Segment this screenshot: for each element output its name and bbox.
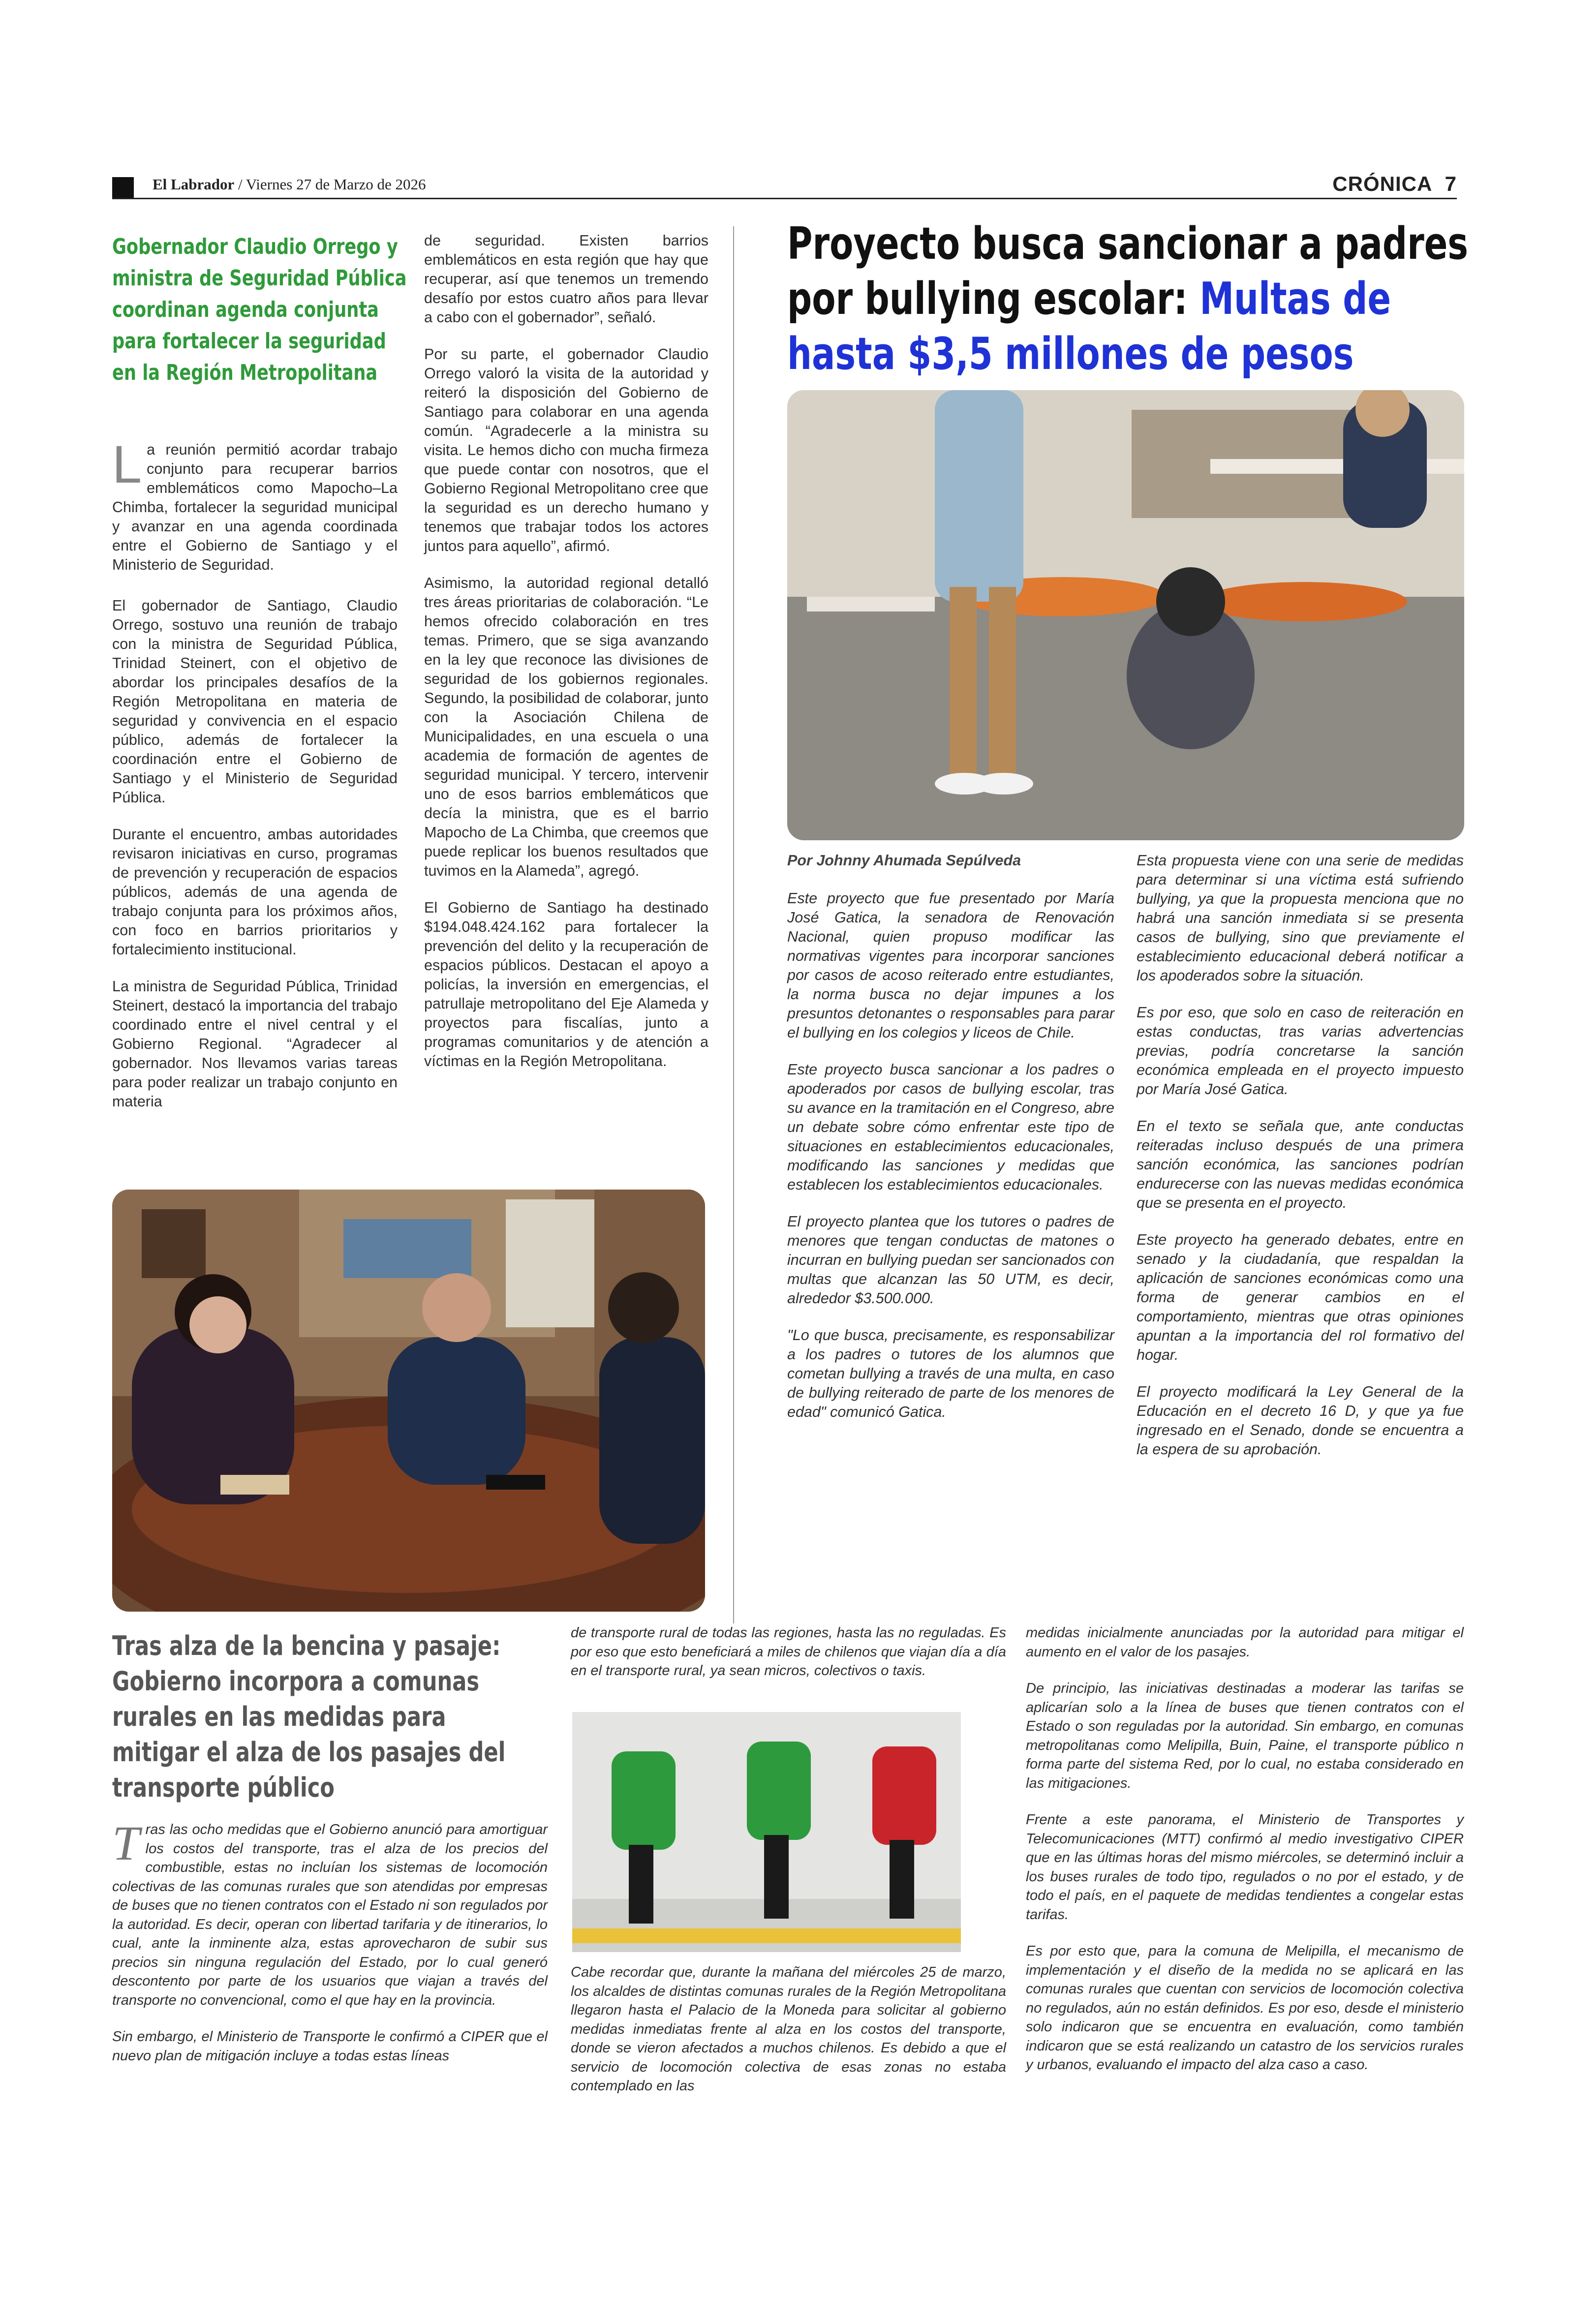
article1-headline-box [112, 231, 417, 428]
bullying-photo [787, 390, 1464, 840]
article2-paragraph: En el texto se señala que, ante conductas reiteradas incluso después de una primera sanción económica, las sanciones podrían endurecerse con las nuevas medidas económica que se presenta en el proyecto. [1137, 1118, 1464, 1211]
issue-date: / Viernes 27 de Marzo de 2026 [234, 176, 426, 193]
paper-name: El Labrador [153, 176, 235, 193]
article1-col2 [424, 231, 708, 1089]
article1-paragraph: Por su parte, el gobernador Claudio Orrego valoró la visita de la autoridad y reiteró la disposición del Gobierno de Santiago para colaborar en una agenda común. “Agradecerle a la ministra su visita. Le hemos dicho con mucha firmeza que puede contar con nosotros, que el Gobierno Regional Metropolitano cree que la seguridad es un derecho humano y tenemos que trabajar todos los actores juntos para aquello”, afirmó. [424, 346, 708, 554]
article1-paragraph: Durante el encuentro, ambas autoridades revisaron iniciativas en curso, programas de prevención y recuperación de espacios públicos, además de una agenda de trabajo conjunta para los próximos años, con foco en barrios prioritarios y fortalecimiento institucional. [112, 826, 398, 958]
classroom-illustration [787, 390, 1464, 840]
lead-text: a reunión permitió acordar trabajo conjunto para recuperar barrios emblemáticos como Mapocho–La Chimba, fortalecer la seguridad municipal y avanzar en una agenda coordinada entre el Gobierno de Santiago y el Ministerio de Seguridad. [112, 441, 398, 573]
page-number: 7 [1445, 172, 1457, 195]
article2-paragraph: Este proyecto que fue presentado por María José Gatica, la senadora de Renovación Nacional, quien propuso modificar las normativas vigentes para incorporar sanciones por casos de acoso reiterado entre estudiantes, la norma busca no dejar impunes a los presuntos detonantes o responsables para parar el bullying en los colegios y liceos de Chile. [787, 890, 1114, 1041]
article3-col3 [1026, 1623, 1464, 2092]
section-name: CRÓNICA [1332, 172, 1433, 195]
article2-col2 [1137, 851, 1464, 1477]
article2-paragraph: Este proyecto busca sancionar a los padres o apoderados por casos de bullying escolar, tras su avance en la tramitación en el Congreso, abre un debate sobre cómo enfrentar este tipo de situaciones en establecimientos educacionales, modificando las sanciones y medidas que establecen los establecimientos educacionales. [787, 1061, 1114, 1193]
masthead [153, 176, 426, 193]
dropcap: L [112, 434, 142, 494]
header-marker [112, 177, 134, 199]
article1-paragraph: Asimismo, la autoridad regional detalló tres áreas prioritarias de colaboración. “Le hemos ofrecido colaboración en tres temas. Primero, que se siga avanzando en la ley que reconoce las divisiones de seguridad de los gobiernos regionales. Segundo, la posibilidad de colaborar, junto con la Asociación Chilena de Municipalidades, en una escuela o una academia de formación de agentes de seguridad municipal. Y tercero, intervenir uno de esos barrios emblemáticos que decía la ministra, que es el barrio Mapocho de La Chimba, que creemos que puede replicar los buenos resultados que tuvimos en la Alameda”, agregó. [424, 575, 708, 879]
article3-col1 [112, 1816, 548, 2083]
article2-byline: Por Johnny Ahumada Sepúlveda [787, 852, 1021, 869]
article3-headline: Tras alza de la bencina y pasaje: Gobierno incorpora a comunas rurales en las medidas para mitigar el alza de los pasajes del transporte público [112, 1630, 506, 1803]
article1-paragraph: El gobernador de Santiago, Claudio Orrego, sostuvo una reunión de trabajo con la ministra de Seguridad Pública, Trinidad Steinert, con el objetivo de abordar los principales desafíos de la Región Metropolitana en materia de seguridad y convivencia en el espacio público, además de fortalecer la coordinación entre el Gobierno de Santiago y el Ministerio de Seguridad Pública. [112, 597, 398, 806]
article3-paragraph: Sin embargo, el Ministerio de Transporte le confirmó a CIPER que el nuevo plan de mitigación incluye a todas estas líneas [112, 2029, 548, 2064]
article3-paragraph: medidas inicialmente anunciadas por la autoridad para mitigar el aumento en el valor de los pasajes. [1026, 1625, 1464, 1660]
article2-headline-box [787, 216, 1476, 394]
article3-paragraph: Cabe recordar que, durante la mañana del miércoles 25 de marzo, los alcaldes de distintas comunas rurales de la Región Metropolitana llegaron hasta el Palacio de la Moneda para solicitar al gobierno medidas inmediatas frente al alza en los costos del transporte, donde se vieron afectados a muchos chilenos. Es debido a que el servicio de locomoción colectiva de esas zonas no estaba contemplado en las [571, 1964, 1006, 2094]
article1-paragraph: de seguridad. Existen barrios emblemáticos en esta región que hay que recuperar, así que tenemos un tremendo desafío por estos cuatro años para llevar a cabo con el gobernador”, señaló. [424, 232, 708, 326]
article3-col2-top [571, 1623, 1006, 1698]
meeting-illustration [112, 1190, 705, 1612]
article3-paragraph: Frente a este panorama, el Ministerio de Transportes y Telecomunicaciones (MTT) confirmó al medio investigativo CIPER que en las últimas horas del mismo miércoles, se determinó incluir a los buses rurales de todo tipo, regulados o no por el estado, y de todo el país, en el paquete de medidas tendientes a congelar estas tarifas. [1026, 1812, 1464, 1923]
dropcap: T [112, 1816, 140, 1870]
article3-headline-box [112, 1628, 545, 1815]
headline-blue: Multas de hasta $3,5 millones de pesos [787, 273, 1391, 380]
fuel-pump-photo [572, 1712, 961, 1952]
article2-paragraph: Es por eso, que solo en caso de reiteración en estas conductas, tras varias advertencias previas, podría concretarse la sanción económica empleada en el proyecto impuesto por María José Gatica. [1137, 1004, 1464, 1098]
article1-paragraph: La ministra de Seguridad Pública, Trinidad Steinert, destacó la importancia del trabajo coordinado entre el nivel central y el Gobierno Regional. “Agradecer al gobernador. Nos llevamos varias tareas para poder realizar un trabajo conjunto en materia [112, 978, 398, 1110]
article1-headline: Gobernador Claudio Orrego y ministra de Seguridad Pública coordinan agenda conjunta para fortalecer la seguridad en la Región Metropolitana [112, 234, 407, 385]
headline-black: Proyecto busca sancionar a padres por bullying escolar: [787, 218, 1469, 325]
article2-col1 [787, 851, 1114, 1439]
article3-col2-bottom [571, 1963, 1006, 2113]
header-rule [112, 198, 1457, 199]
article2-paragraph: Esta propuesta viene con una serie de medidas para determinar si una víctima está sufriendo bullying, ya que la propuesta menciona que no habrá una sanción inmediata si se presenta casos de bullying, sino que previamente el establecimiento educacional deberá notificar a los apoderados sobre la situación. [1137, 852, 1464, 984]
article2-paragraph: "Lo que busca, precisamente, es responsabilizar a los padres o tutores de los alumnos que cometan bullying a través de una multa, en caso de bullying reiterado de parte de los menores de edad" comunicó Gatica. [787, 1327, 1114, 1420]
meeting-photo [112, 1190, 705, 1612]
article2-paragraph: El proyecto plantea que los tutores o padres de menores que tengan conductas de matones o incurran en bullying puedan ser sancionados con multas que alcanzan las 50 UTM, es decir, alrededor $3.500.000. [787, 1213, 1114, 1307]
article1-col1 [112, 434, 398, 1129]
section-label [1332, 172, 1457, 196]
article2-paragraph: El proyecto modificará la Ley General de la Educación en el decreto 16 D, y que ya fue ingresado en el Senado, donde se encuentra a la espera de su aprobación. [1137, 1383, 1464, 1458]
column-separator [733, 226, 734, 1623]
article3-lead [112, 1816, 548, 2010]
article3-paragraph: de transporte rural de todas las regiones, hasta las no reguladas. Es por eso que esto beneficiará a miles de chilenos que viajan día a día en el transporte rural, ya sean micros, colectivos o taxis. [571, 1625, 1006, 1679]
article2-paragraph: Este proyecto ha generado debates, entre en senado y la ciudadanía, que respaldan la aplicación de sanciones económicas como una forma de generar cambios en el comportamiento, mientras que otras opiniones apuntan a la importancia del rol formativo del hogar. [1137, 1231, 1464, 1363]
article1-lead [112, 434, 398, 575]
fuel-pump-illustration [572, 1712, 961, 1952]
article3-paragraph: Es por esto que, para la comuna de Melipilla, el mecanismo de implementación y el diseño de la medida no se aplicará en las comunas rurales que cuentan con servicios de locomoción colectiva no regulados, aún no están definidos. Es por eso, desde el ministerio solo indicaron que se encuentra en evaluación, como también indicaron que se está realizando un catastro de los servicios rurales y urbanos, evaluando el impacto del alza caso a caso. [1026, 1943, 1464, 2073]
lead-text: ras las ocho medidas que el Gobierno anunció para amortiguar los costos del transporte, tras el alza de los precios del combustible, estas no incluían los sistemas de locomoción colectivas de las comunas rurales que son atendidas por empresas de buses que no tienen contratos con el Estado ni son regulados por la autoridad. Es decir, operan con libertad tarifaria y de itinerarios, lo cual, ante la inminente alza, estas aprovecharon de subir sus precios sin ninguna regulación del Estado, por lo cual generó descontento por parte de los usuarios que viajan a través del transporte no convencional, como el que hay en la provincia. [112, 1822, 548, 2008]
article2-headline [787, 216, 1470, 382]
article3-paragraph: De principio, las iniciativas destinadas a moderar las tarifas se aplicarían solo a la línea de buses que tienen contratos con el Estado o son reguladas por la autoridad. Sin embargo, en comunas metropolitanas como Melipilla, Buin, Paine, el transporte público n forma parte del sistema Red, por lo cual, no estaba considerado en las mitigaciones. [1026, 1681, 1464, 1791]
article1-paragraph: El Gobierno de Santiago ha destinado $194.048.424.162 para fortalecer la prevención del delito y la recuperación de espacios públicos. Destacan el apoyo a policías, la inversión en emergencias, el patrullaje metropolitano del Eje Alameda y proyectos para fiscalías, junto a programas comunitarios y de atención a víctimas en la Región Metropolitana. [424, 899, 708, 1070]
